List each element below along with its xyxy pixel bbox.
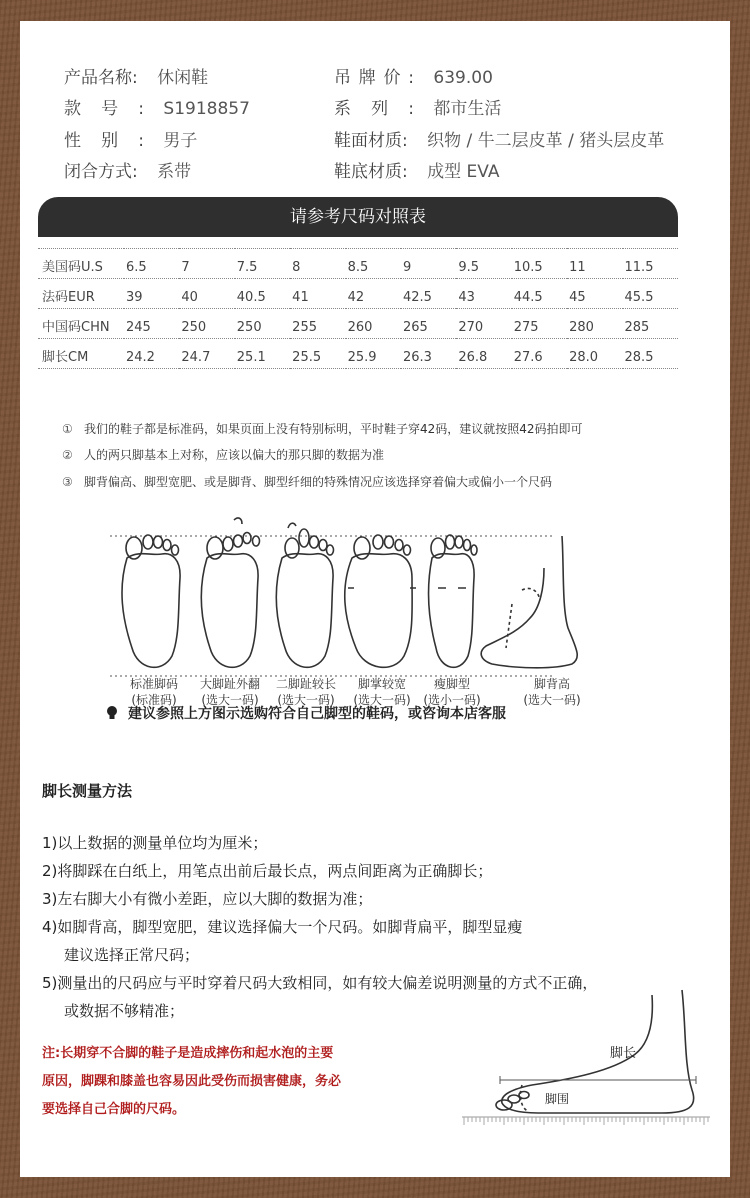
size-cell: 39: [124, 279, 179, 309]
size-cell: 250: [179, 309, 234, 339]
gender-row: [64, 126, 197, 151]
note-1: [62, 420, 583, 437]
product-name-label: 产品名称:: [64, 68, 138, 88]
size-cell: 255: [290, 309, 345, 339]
closure-value: 系带: [157, 162, 192, 182]
foot-type-label: 脚背高 (选大一码): [523, 677, 581, 707]
size-cell: 40.5: [235, 279, 290, 309]
size-cell: 265: [401, 309, 456, 339]
size-cell: 285: [623, 309, 678, 339]
size-row: [38, 309, 678, 339]
size-cell: 24.2: [124, 339, 179, 369]
warning-line: 要选择自己合脚的尺码。: [42, 1102, 186, 1117]
size-cell: 245: [124, 309, 179, 339]
size-cell: 43: [456, 279, 511, 309]
size-cell: 45.5: [623, 279, 678, 309]
upper-value: 织物 / 牛二层皮革 / 猪头层皮革: [427, 131, 665, 151]
size-cell: 44.5: [512, 279, 567, 309]
size-row-label: 美国码U.S: [38, 249, 124, 279]
foot-type-label: 大脚趾外翻 (选大一码): [199, 677, 260, 707]
size-chart-title: 请参考尺码对照表: [38, 197, 678, 237]
note-text: 脚背偏高、脚型宽肥、或是脚背、脚型纤细的特殊情况应该选择穿着偏大或偏小一个尺码: [84, 475, 553, 489]
size-cell: 275: [512, 309, 567, 339]
size-cell: 45: [567, 279, 622, 309]
sku-label: 款号:: [64, 99, 144, 119]
size-cell: 7: [179, 249, 234, 279]
series-label: 系列:: [334, 99, 414, 119]
size-row: [38, 279, 678, 309]
size-row: [38, 339, 678, 369]
warning-line: 原因，脚踝和膝盖也容易因此受伤而损害健康，务必: [42, 1074, 342, 1089]
sole-value: 成型 EVA: [427, 162, 500, 182]
lightbulb-icon: [106, 706, 118, 720]
size-cell: 11: [567, 249, 622, 279]
size-cell: 7.5: [235, 249, 290, 279]
size-cell: 25.9: [346, 339, 401, 369]
note-number: ①: [62, 422, 73, 436]
sku-value: S1918857: [163, 99, 250, 119]
closure-label: 闭合方式:: [64, 162, 138, 182]
warning-line: 注:长期穿不合脚的鞋子是造成摔伤和起水泡的主要: [42, 1046, 334, 1061]
sku-row: [64, 94, 250, 119]
foot-length-label: 脚长: [610, 1046, 637, 1061]
size-chart-table: [38, 248, 678, 369]
note-number: ②: [62, 448, 73, 462]
measure-line: 3)左右脚大小有微小差距，应以大脚的数据为准；: [42, 890, 373, 908]
measure-line: 建议选择正常尺码；: [64, 946, 200, 964]
size-row-label: 法码EUR: [38, 279, 124, 309]
size-cell: 9: [401, 249, 456, 279]
size-cell: 11.5: [623, 249, 678, 279]
foot-type-label: 二脚趾较长 (选大一码): [275, 677, 336, 707]
price-value: 639.00: [433, 68, 493, 88]
measure-line: 5)测量出的尺码应与平时穿着尺码大致相同，如有较大偏差说明测量的方式不正确，: [42, 974, 598, 992]
note-2: [62, 446, 384, 463]
foot-type-label: 瘦脚型 (选小一码): [423, 677, 481, 707]
size-cell: 25.5: [290, 339, 345, 369]
size-cell: 8: [290, 249, 345, 279]
measure-line: 或数据不够精准；: [64, 1002, 185, 1020]
foot-type-label: 标准脚码 (标准码): [129, 677, 178, 707]
foot-types-illustration: [82, 508, 622, 708]
size-cell: 26.3: [401, 339, 456, 369]
foot-girth-label: 脚围: [545, 1092, 570, 1106]
note-text: 我们的鞋子都是标准码，如果页面上没有特别标明，平时鞋子穿42码，建议就按照42码拍即可: [84, 422, 583, 436]
advice-tip: [106, 703, 506, 723]
price-row: [334, 63, 493, 88]
size-row-label: 脚长CM: [38, 339, 124, 369]
size-cell: 28.5: [623, 339, 678, 369]
sole-row: [334, 157, 499, 182]
note-text: 人的两只脚基本上对称，应该以偏大的那只脚的数据为准: [84, 448, 385, 462]
size-row-label: 中国码CHN: [38, 309, 124, 339]
series-value: 都市生活: [433, 99, 502, 119]
size-cell: 260: [346, 309, 401, 339]
closure-row: [64, 157, 191, 182]
measure-title: 脚长测量方法: [42, 782, 133, 800]
size-cell: 40: [179, 279, 234, 309]
foot-measure-graphic: [462, 985, 712, 1125]
size-cell: 42: [346, 279, 401, 309]
upper-label: 鞋面材质:: [334, 131, 408, 151]
size-cell: 250: [235, 309, 290, 339]
gender-label: 性别:: [64, 131, 144, 151]
size-cell: 280: [567, 309, 622, 339]
size-cell: 8.5: [346, 249, 401, 279]
size-cell: 27.6: [512, 339, 567, 369]
size-cell: 42.5: [401, 279, 456, 309]
size-cell: 24.7: [179, 339, 234, 369]
size-cell: 26.8: [456, 339, 511, 369]
sole-label: 鞋底材质:: [334, 162, 408, 182]
foot-type-label: 脚掌较宽 (选大一码): [353, 677, 411, 707]
measure-line: 4)如脚背高，脚型宽肥，建议选择偏大一个尺码。如脚背扁平，脚型显瘦: [42, 918, 523, 936]
measure-line: 1)以上数据的测量单位均为厘米；: [42, 834, 268, 852]
size-cell: 270: [456, 309, 511, 339]
size-cell: 28.0: [567, 339, 622, 369]
size-cell: 25.1: [235, 339, 290, 369]
size-cell: 10.5: [512, 249, 567, 279]
upper-row: [334, 126, 664, 151]
size-cell: 41: [290, 279, 345, 309]
size-cell: 6.5: [124, 249, 179, 279]
size-row: [38, 249, 678, 279]
note-number: ③: [62, 475, 73, 489]
advice-tip-text: 建议参照上方图示选购符合自己脚型的鞋码，或咨询本店客服: [128, 706, 506, 722]
note-3: [62, 473, 552, 490]
series-row: [334, 94, 501, 119]
measure-line: 2)将脚踩在白纸上，用笔点出前后最长点，两点间距离为正确脚长；: [42, 862, 493, 880]
size-cell: 9.5: [456, 249, 511, 279]
product-name-value: 休闲鞋: [157, 68, 209, 88]
product-name-row: [64, 63, 208, 88]
gender-value: 男子: [163, 131, 198, 151]
foot-outlines-graphic: [82, 508, 622, 678]
price-label: 吊牌价:: [334, 68, 414, 88]
